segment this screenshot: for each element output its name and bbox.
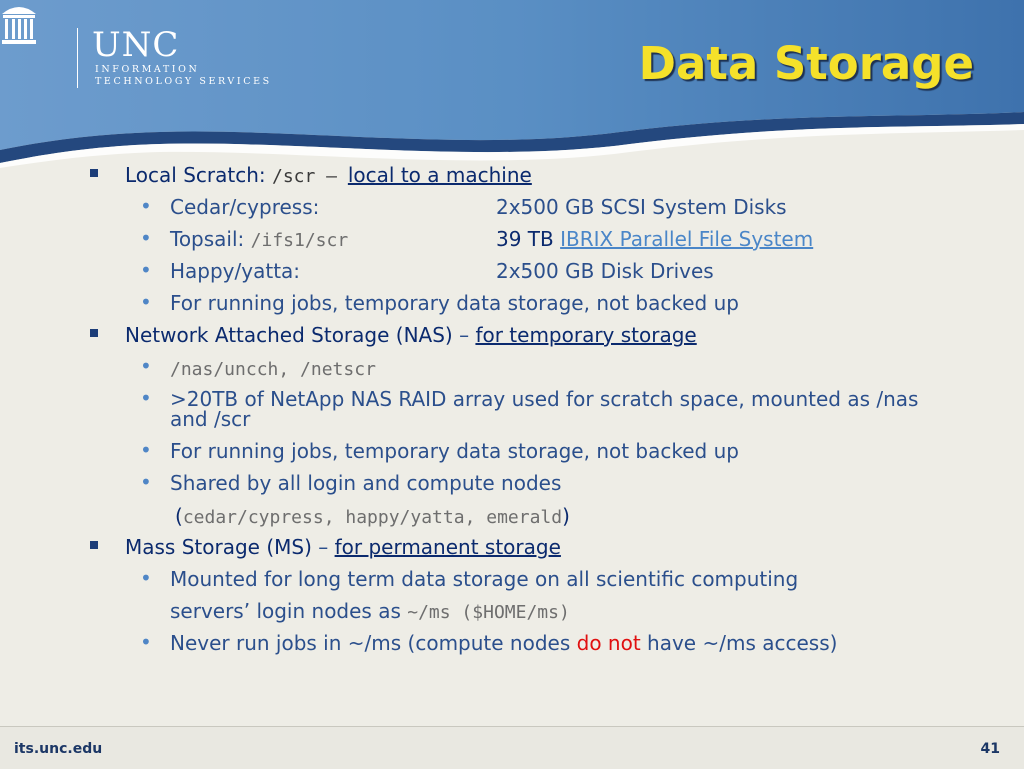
old-well-logo-icon bbox=[0, 0, 38, 46]
bullet-dot-icon: • bbox=[140, 354, 152, 378]
happy-yatta-label: Happy/yatta: bbox=[170, 259, 301, 283]
topsail-label: Topsail: bbox=[170, 227, 251, 251]
nas-paths-text: /nas/uncch, /netscr bbox=[170, 359, 376, 380]
ms-label: Mass Storage (MS) bbox=[125, 535, 319, 559]
nas-hosts: cedar/cypress, happy/yatta, emerald bbox=[182, 507, 563, 528]
topsail-value: 39 TB bbox=[496, 227, 561, 251]
slide-number: 41 bbox=[980, 741, 1000, 757]
happy-yatta-value: 2x500 GB Disk Drives bbox=[496, 259, 714, 283]
bullet-dot-icon: • bbox=[140, 470, 152, 494]
topsail-path: /ifs1/scr bbox=[250, 230, 349, 251]
logo-divider bbox=[77, 28, 78, 88]
slide-title: Data Storage bbox=[638, 37, 974, 90]
bullet-square-icon bbox=[90, 329, 98, 337]
bullet-dot-icon: • bbox=[140, 290, 152, 314]
footer-site[interactable]: its.unc.edu bbox=[14, 741, 103, 757]
ms-never-text-b: have ~/ms access) bbox=[640, 631, 838, 655]
bullet-dot-icon: • bbox=[140, 386, 152, 410]
footer-bar bbox=[0, 726, 1024, 769]
logo-unc-text: UNC bbox=[92, 25, 180, 65]
nas-label: Network Attached Storage (NAS) bbox=[125, 323, 460, 347]
ms-dash: – bbox=[318, 535, 335, 559]
ms-mounted-text: servers’ login nodes as bbox=[170, 599, 408, 623]
ms-never-run bbox=[170, 631, 837, 655]
bullet-mass-storage bbox=[125, 535, 561, 559]
nas-array-line2: and /scr bbox=[170, 407, 251, 431]
bullet-square-icon bbox=[90, 541, 98, 549]
ms-path: ~/ms ($HOME/ms) bbox=[407, 602, 570, 623]
bullet-dot-icon: • bbox=[140, 630, 152, 654]
nas-paths bbox=[170, 356, 376, 382]
nas-running-jobs: For running jobs, temporary data storage, not backed up bbox=[170, 439, 739, 463]
bullet-dot-icon: • bbox=[140, 194, 152, 218]
cedar-cypress-value: 2x500 GB SCSI System Disks bbox=[496, 195, 787, 219]
nas-shared: Shared by all login and compute nodes bbox=[170, 471, 562, 495]
topsail-value-line bbox=[496, 227, 813, 251]
local-to-machine-link[interactable]: local to a machine bbox=[347, 163, 532, 187]
nas-dash: – bbox=[459, 323, 476, 347]
bullet-local-scratch bbox=[125, 163, 532, 189]
ms-do-not-warning: do not bbox=[576, 631, 641, 655]
topsail-label-line bbox=[170, 227, 348, 253]
logo-subtitle-line2: TECHNOLOGY SERVICES bbox=[95, 76, 272, 87]
ms-mounted-line2 bbox=[170, 599, 570, 625]
bullet-dot-icon: • bbox=[140, 258, 152, 282]
ms-never-text-a: Never run jobs in ~/ms (compute nodes bbox=[170, 631, 577, 655]
ibrix-link[interactable]: IBRIX Parallel File System bbox=[560, 227, 814, 251]
bullet-dot-icon: • bbox=[140, 566, 152, 590]
slide-header bbox=[0, 0, 1024, 175]
local-scratch-label: Local Scratch: bbox=[125, 163, 272, 187]
local-scratch-path: /scr bbox=[271, 166, 316, 187]
logo-subtitle-line1: INFORMATION bbox=[95, 64, 200, 75]
nas-hosts-line bbox=[175, 504, 570, 530]
scratch-running-jobs: For running jobs, temporary data storage, not backed up bbox=[170, 291, 739, 315]
bullet-nas bbox=[125, 323, 697, 347]
bullet-dot-icon: • bbox=[140, 226, 152, 250]
bullet-square-icon bbox=[90, 169, 98, 177]
bullet-dot-icon: • bbox=[140, 438, 152, 462]
nas-array-line1: >20TB of NetApp NAS RAID array used for scratch space, mounted as /nas bbox=[170, 387, 919, 411]
cedar-cypress-label: Cedar/cypress: bbox=[170, 195, 320, 219]
nas-hosts-close-paren: ) bbox=[562, 504, 570, 528]
ms-mounted-line1: Mounted for long term data storage on all scientific computing bbox=[170, 567, 799, 591]
temporary-storage-link[interactable]: for temporary storage bbox=[475, 323, 697, 347]
local-scratch-dash: – bbox=[315, 166, 348, 187]
nas-hosts-open-paren: ( bbox=[175, 504, 183, 528]
permanent-storage-link[interactable]: for permanent storage bbox=[334, 535, 561, 559]
